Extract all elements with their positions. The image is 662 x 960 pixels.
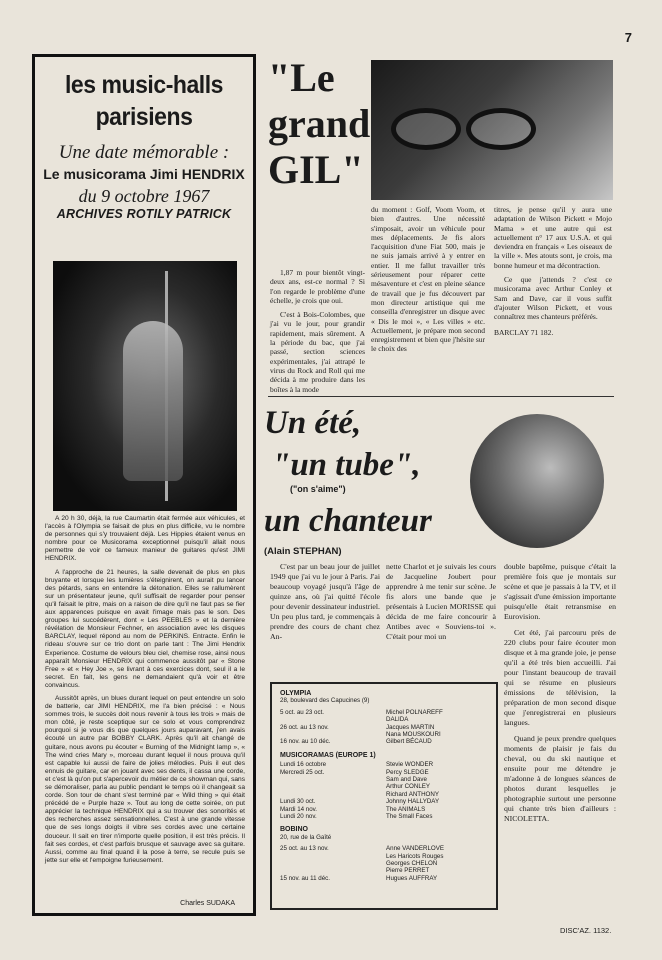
- programme-artist: Les Haricots Rouges: [386, 852, 444, 860]
- programme-row: [280, 738, 490, 745]
- programme-row: [280, 776, 490, 783]
- programme-artist: Jacques MARTIN: [386, 723, 435, 731]
- programme-date: Mardi 14 nov.: [280, 805, 318, 813]
- paragraph: du moment : Golf, Voom Voom, et bien d'autres. Une nécessité s'imposait, avoir un véhicule pour mes déplacements. Je fis alors l'acquisition d'une Fiat 500, mais je ne suis jamais arrivé à y entrer en entier. Il me fallut travailler très sérieusement pour réparer cette mésaventure et c'est en pleine séance de travail que je fus découvert par mon directeur artistique qui me conseilla d'enregistrer un disque avec « Dis le moi », « Les villes » etc. Actuellement, je prépare mon second enregistrement et bien que j'hésite sur le choix des: [371, 205, 485, 354]
- programme-artist: Georges CHELON: [386, 859, 438, 867]
- programme-artist: Percy SLEDGE: [386, 768, 429, 776]
- programme-artist: Hugues AUFFRAY: [386, 874, 438, 882]
- gil-photo: [371, 60, 613, 200]
- paragraph: titres, je pense qu'il y aura une adaptation de Wilson Pickett « Mojo Mama » et une autre qui est actuellement n° 17 aux U.S.A. et qui deviendra en français « Les oiseaux de la ville ». Mes atouts sont, je crois, ma bonne humeur et ma décontraction.: [494, 205, 612, 270]
- programme-row: [280, 731, 490, 738]
- article-subtitle-2: Le musicorama Jimi HENDRIX: [43, 166, 245, 182]
- glasses-lens-left: [391, 108, 461, 150]
- article-title-line1: les music-halls: [64, 71, 224, 99]
- programme-row: [280, 867, 490, 874]
- programme-artist: Gilbert BÉCAUD: [386, 738, 432, 746]
- programme-row: [280, 853, 490, 860]
- article-subtitle: Une date mémorable :: [58, 142, 230, 163]
- programme-artist: The Small Faces: [386, 812, 433, 820]
- programme-date: Lundi 16 octobre: [280, 761, 327, 769]
- stephan-photo: [470, 414, 604, 548]
- programme-row: [280, 783, 490, 790]
- venue-address: 28, boulevard des Capucines (9): [280, 697, 370, 705]
- programme-row: [280, 761, 490, 768]
- ete-headline-line3: un chanteur: [264, 503, 432, 539]
- olympia-list: [280, 709, 490, 746]
- page-number: 7: [624, 30, 632, 45]
- programme-artist: Richard ANTHONY: [386, 790, 439, 798]
- divider: [268, 396, 614, 397]
- glasses-lens-right: [466, 108, 536, 150]
- programme-row: [280, 813, 490, 820]
- venue-title: BOBINO: [280, 826, 308, 834]
- signature: Charles SUDAKA: [180, 900, 235, 907]
- hendrix-photo: [53, 261, 237, 511]
- programme-artist: DALIDA: [386, 716, 409, 724]
- programme-artist: Michel POLNAREFF: [386, 708, 443, 716]
- article-title-line2: parisiens: [95, 103, 193, 131]
- programme-artist: Anne VANDERLOVE: [386, 845, 445, 853]
- ete-song-tag: ("on s'aime"): [290, 484, 346, 494]
- programme-artist: Sam and Dave: [386, 775, 427, 783]
- paragraph: Ce que j'attends ? c'est ce musicorama avec Arthur Conley et Sam and Dave, car il vous suffit d'ajouter Wilson Pickett, et vous connaîtrez mes chanteurs préférés.: [494, 275, 612, 322]
- paragraph: double baptême, puisque c'était la première fois que je montais sur scène et que je passais à la TV, et il s'agissait d'une émission importante puisqu'elle était retransmise en Eurovision.: [504, 562, 616, 621]
- programme-artist: Stevie WONDER: [386, 761, 434, 769]
- venue-title: MUSICORAMAS (EUROPE 1): [280, 751, 376, 759]
- programme-date: 26 oct. au 13 nov.: [280, 723, 329, 731]
- venue-address: 20, rue de la Gaîté: [280, 833, 332, 841]
- programme-date: 5 oct. au 23 oct.: [280, 708, 325, 716]
- headline-line: grand: [268, 101, 371, 146]
- programme-row: [280, 791, 490, 798]
- paragraph: Cet été, j'ai parcouru près de 220 clubs pour faire écouter mon disque et à ma grande joie, je pense qu'il a été très bien accueilli. J'ai pour l'instant beaucoup de travail qui se résume en plusieurs émissions de télévision, la préparation de mon second disque que j'enregistrerai en plusieurs langues.: [504, 628, 616, 727]
- programme-row: [280, 709, 490, 716]
- musicoramas-list: [280, 761, 490, 820]
- programme-artist: Johnny HALLYDAY: [386, 798, 440, 806]
- programme-row: [280, 716, 490, 723]
- programme-row: [280, 860, 490, 867]
- paragraph: C'est par un beau jour de juillet 1949 que j'ai vu le jour à Paris. J'ai beaucoup voyagé jusqu'à l'âge de quinze ans, où j'ai quitté l'école pour devenir dessinateur industriel. Un peu plus tard, je commençais à prendre des cours de chant chez An-: [270, 562, 380, 641]
- programme-date: Mercredi 25 oct.: [280, 768, 325, 776]
- programme-row: [280, 806, 490, 813]
- programme-artist: Arthur CONLEY: [386, 783, 431, 791]
- programme-date: 25 oct. au 13 nov.: [280, 845, 329, 853]
- archive-credit: ARCHIVES ROTILY PATRICK: [56, 207, 232, 221]
- programme-date: 16 nov. au 10 déc.: [280, 738, 331, 746]
- record-credit: DISC'AZ. 1132.: [560, 926, 612, 935]
- hendrix-article: [32, 54, 256, 916]
- paragraph: nette Charlot et je suivais les cours de Jacqueline Joubert pour apprendre à me tenir sur scène. Je fis alors une bande que je présentais à Lucien MORISSE qui décida de me faire concourir à Antibes avec « Souviens-toi ». C'était pour moi un: [386, 562, 496, 641]
- ete-column-3: [504, 562, 616, 830]
- gil-headline: [268, 55, 371, 193]
- programme-artist: Pierre PERRET: [386, 867, 430, 875]
- paragraph: Quand je peux prendre quelques moments de plaisir je fais du cheval, ou du ski nautique et ensuite pour me détendre je m'adonne à de longues séances de photos durant lesquelles je photographie surtout une personne qui chante très bien d'ailleurs : NICOLETTA.: [504, 734, 616, 823]
- programme-row: [280, 845, 490, 852]
- paragraph: 1,87 m pour bientôt vingt-deux ans, est-ce normal ? Si l'on regarde le problème d'une échelle, je crois que oui.: [270, 268, 365, 305]
- gil-column-3: [494, 205, 612, 342]
- programme-artist: Nana MOUSKOURI: [386, 730, 441, 738]
- article-date: du 9 octobre 1967: [78, 186, 210, 206]
- paragraph: C'est à Bois-Colombes, que j'ai vu le jour, pour grandir rapidement, mais sûrement. A la période du bac, que j'ai passé, section sciences expérimentales, j'ai attrapé le virus du Rock and Roll qui me décida à me produire dans les boîtes à la mode: [270, 310, 365, 394]
- gil-column-2: [371, 205, 485, 359]
- venue-title: OLYMPIA: [280, 690, 312, 697]
- ete-column-2: [386, 562, 496, 648]
- article-body: [45, 515, 245, 870]
- programme-row: [280, 769, 490, 776]
- programme-artist: The ANIMALS: [386, 805, 426, 813]
- ete-column-1: [270, 562, 380, 648]
- programme-date: 15 nov. au 11 déc.: [280, 874, 330, 882]
- record-credit: BARCLAY 71 182.: [494, 327, 554, 337]
- ete-headline-line1: Un été,: [264, 405, 362, 441]
- gil-column-1: [270, 268, 365, 399]
- programme-date: Lundi 20 nov.: [280, 812, 317, 820]
- programme-row: [280, 798, 490, 805]
- programme-date: Lundi 30 oct.: [280, 798, 316, 806]
- concert-programme: [270, 682, 498, 910]
- bobino-list: [280, 845, 490, 882]
- headline-line: GIL": [268, 147, 364, 192]
- ete-byline: (Alain STEPHAN): [264, 546, 342, 557]
- paragraph: Aussitôt après, un blues durant lequel on peut entendre un solo de batterie, car JIMI HENDRIX, me l'a bien précisé : « Nous sommes trois, le succès doit nous revenir à tous les trois » mais de mon côté, je reste sceptique sur ce solo et vous comprendrez pourquoi si je vous dis que quelques jours auparavant, j'en avais écouté un autre par BOBBY CLARK. Après qu'il ait changé de guitare, nous avons pu écouter « Burning of the Midnight lamp », « The wind cries Mary », morceau durant lequel il nous prouva qu'il est capable lui aussi de faire de jolies mélodies. Puis il eut des ennuis de guitare, car en jouant avec ses dents, il cassa une corde, et c'est là qu'on put s'apercevoir du métier de ce showman qui, sans se démoraliser, parla au public pendant le temps où il changeait sa corde. Son tour de chant s'est terminé par « Wild thing » qui était précédé de « Purple haze ». Tout au long de cette soirée, on put apprécier la technique HENDRIX qui a su trouver des sonorités et des recherches assez sensationnelles. C'est à une grande vitesse que de ses longs doigts il vibre ses cordes avec une certaine douceur. Il sait en tirer n'importe quelle position, il est très précis. Il fait ses cordes, et c'est parfois brusque et sauvage avec sa guitare. Aussi, comme au final quand il la pose à terre, se recule puis se jette sur elle et l'empoigne furieusement.: [45, 694, 245, 864]
- headline-line: "Le: [268, 55, 335, 100]
- paragraph: A l'approche de 21 heures, la salle devenait de plus en plus bruyante et lorsque les lumières s'éteignirent, on aurait pu lancer des pétards, sans en entendre la détonation. Elles se rallumèrent sur un présentateur jeune, qu'il suffisait de regarder pour penser qu'il faisait le pitre, mais on a raison de dire qu'il ne faut pas se fier aux apparences puisque en avait l'image mais pas le son. Des groupes lui succédèrent, dont « Les PEEBLES » et la dernière révélation de Monsieur Fechner, en association avec les disques BARCLAY, lequel répond au nom de PERKINS. Entracte. Enfin le rideau s'ouvre sur ce trio dont on parle tant : The Jimi Hendrix Experience. Costume de velours bleu ciel, chemise rose, ainsi nous apparaît Monsieur HENDRIX qui commence aussitôt par « Stone Free » et « Hey Joe », se livrant à ces exercices dont, seul il a le secret. En fait, les gens ne demandaient qu'à voir et être convaincus.: [45, 568, 245, 689]
- paragraph: A 20 h 30, déjà, la rue Caumartin était fermée aux véhicules, et l'accès à l'Olympia se faisait de plus en plus difficile, vu le nombre de personnes qui s'y trouvaient déjà. Les Hippies étaient venus en nombre pour ce Musicorama exceptionnel puisqu'il allait nous permettre de voir ce fameux manieur de guitares qu'est JIMI HENDRIX.: [45, 515, 245, 563]
- programme-row: [280, 875, 490, 882]
- programme-row: [280, 724, 490, 731]
- performer-silhouette: [123, 321, 183, 481]
- ete-headline-line2: "un tube",: [272, 447, 421, 483]
